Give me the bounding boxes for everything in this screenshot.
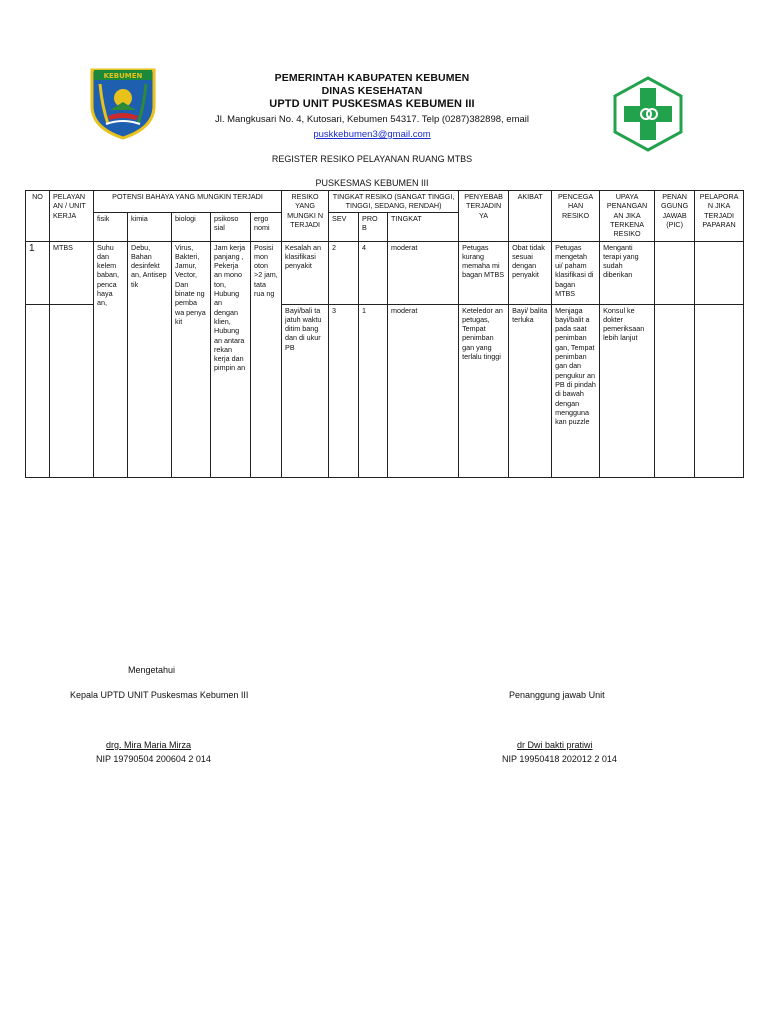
header-akibat: AKIBAT — [509, 191, 552, 242]
header-sev: SEV — [329, 212, 359, 241]
cell-unit: MTBS — [50, 241, 94, 304]
cell-pelaporan — [695, 304, 744, 477]
cell-prob: 1 — [359, 304, 388, 477]
cell-pencegahan: Petugas mengetah ui/ paham klasifikasi di bagan MTBS — [552, 241, 600, 304]
register-title: REGISTER RESIKO PELAYANAN RUANG MTBS — [271, 154, 473, 164]
header-upaya: UPAYA PENANGAN AN JIKA TERKENA RESIKO — [600, 191, 655, 242]
health-cross-logo-icon — [612, 76, 684, 152]
kebumen-crest-icon — [88, 66, 158, 140]
acknowledge-label: Mengetahui — [128, 665, 176, 675]
right-signatory-name: dr Dwi bakti pratiwi — [517, 740, 593, 750]
left-signatory-nip: NIP 19790504 200604 2 014 — [96, 754, 211, 764]
cell-empty — [50, 304, 94, 477]
cell-fisik: Suhu dan kelem baban, penca haya an, — [94, 241, 128, 477]
header-pic: PENAN GGUNG JAWAB (PIC) — [655, 191, 695, 242]
cell-penyebab: Petugas kurang memaha mi bagan MTBS — [459, 241, 509, 304]
cell-penyebab: Keteledor an petugas, Tempat penimban gan yang terlalu tinggi — [459, 304, 509, 477]
cell-prob: 4 — [359, 241, 388, 304]
cell-kimia: Debu, Bahan desinfekt an, Antisep tik — [128, 241, 172, 477]
cell-empty — [26, 304, 50, 477]
svg-text:KEBUMEN: KEBUMEN — [103, 72, 143, 80]
cell-biologi: Virus, Bakteri, Jamur, Vector, Dan binate ng pemba wa penya kit — [172, 241, 211, 477]
letterhead-department: DINAS KESEHATAN — [321, 85, 423, 97]
header-kimia: kimia — [128, 212, 172, 241]
cell-upaya: Menganti terapi yang sudah diberikan — [600, 241, 655, 304]
cell-pelaporan — [695, 241, 744, 304]
cell-tingkat: moderat — [388, 304, 459, 477]
header-potensi: POTENSI BAHAYA YANG MUNGKIN TERJADI — [94, 191, 282, 213]
header-resiko: RESIKO YANG MUNGKI N TERJADI — [282, 191, 329, 242]
right-signatory-title: Penanggung jawab Unit — [509, 690, 605, 700]
cell-resiko: Bayi/bali ta jatuh waktu ditim bang dan di ukur PB — [282, 304, 329, 477]
cell-pic — [655, 304, 695, 477]
letterhead-address: Jl. Mangkusari No. 4, Kutosari, Kebumen 54317. Telp (0287)382898, email — [214, 114, 530, 125]
cell-psikososial: Jam kerja panjang , Pekerja an mono ton, Hubung an dengan klien, Hubung an antara rekan kerja dan pimpin an — [211, 241, 251, 477]
letterhead-unit: UPTD UNIT PUSKESMAS KEBUMEN III — [269, 98, 475, 110]
header-tingkat-group: TINGKAT RESIKO (SANGAT TINGGI, TINGGI, SEDANG, RENDAH) — [329, 191, 459, 213]
facility-name: PUSKESMAS KEBUMEN III — [315, 178, 429, 188]
cell-resiko: Kesalah an klasifikasi penyakit — [282, 241, 329, 304]
left-signatory-name: drg. Mira Maria Mirza — [106, 740, 192, 750]
email-link[interactable]: puskkebumen3@gmail.com — [313, 129, 431, 140]
left-signatory-title: Kepala UPTD UNIT Puskesmas Kebumen III — [70, 690, 249, 700]
header-tingkat: TINGKAT — [388, 212, 459, 241]
header-biologi: biologi — [172, 212, 211, 241]
header-psikososial: psikoso sial — [211, 212, 251, 241]
header-prob: PRO B — [359, 212, 388, 241]
table-row — [26, 241, 744, 304]
cell-akibat: Obat tidak sesuai dengan penyakit — [509, 241, 552, 304]
cell-ergonomi: Posisi mon oton >2 jam, tata rua ng — [251, 241, 282, 477]
cell-no: 1 — [26, 241, 50, 304]
header-penyebab: PENYEBAB TERJADIN YA — [459, 191, 509, 242]
cell-upaya: Konsul ke dokter pemeriksaan lebih lanjut — [600, 304, 655, 477]
header-fisik: fisik — [94, 212, 128, 241]
letterhead-government: PEMERINTAH KABUPATEN KEBUMEN — [274, 72, 470, 84]
header-ergonomi: ergo nomi — [251, 212, 282, 241]
cell-pic — [655, 241, 695, 304]
header-no: NO — [26, 191, 50, 242]
cell-sev: 2 — [329, 241, 359, 304]
right-signatory-nip: NIP 19950418 202012 2 014 — [502, 754, 617, 764]
table-header-row — [26, 191, 744, 213]
header-pelaporan: PELAPORA N JIKA TERJADI PAPARAN — [695, 191, 744, 242]
cell-sev: 3 — [329, 304, 359, 477]
cell-akibat: Bayi/ balita terluka — [509, 304, 552, 477]
header-unit: PELAYAN AN / UNIT KERJA — [50, 191, 94, 242]
header-pencegahan: PENCEGA HAN RESIKO — [552, 191, 600, 242]
cell-pencegahan: Menjaga bayi/balit a pada saat penimban gan, Tempat penimban gan dan pengukur an PB di pindah di bawah dengan mengguna kan puzzle — [552, 304, 600, 477]
risk-register-table — [25, 190, 744, 478]
cell-tingkat: moderat — [388, 241, 459, 304]
